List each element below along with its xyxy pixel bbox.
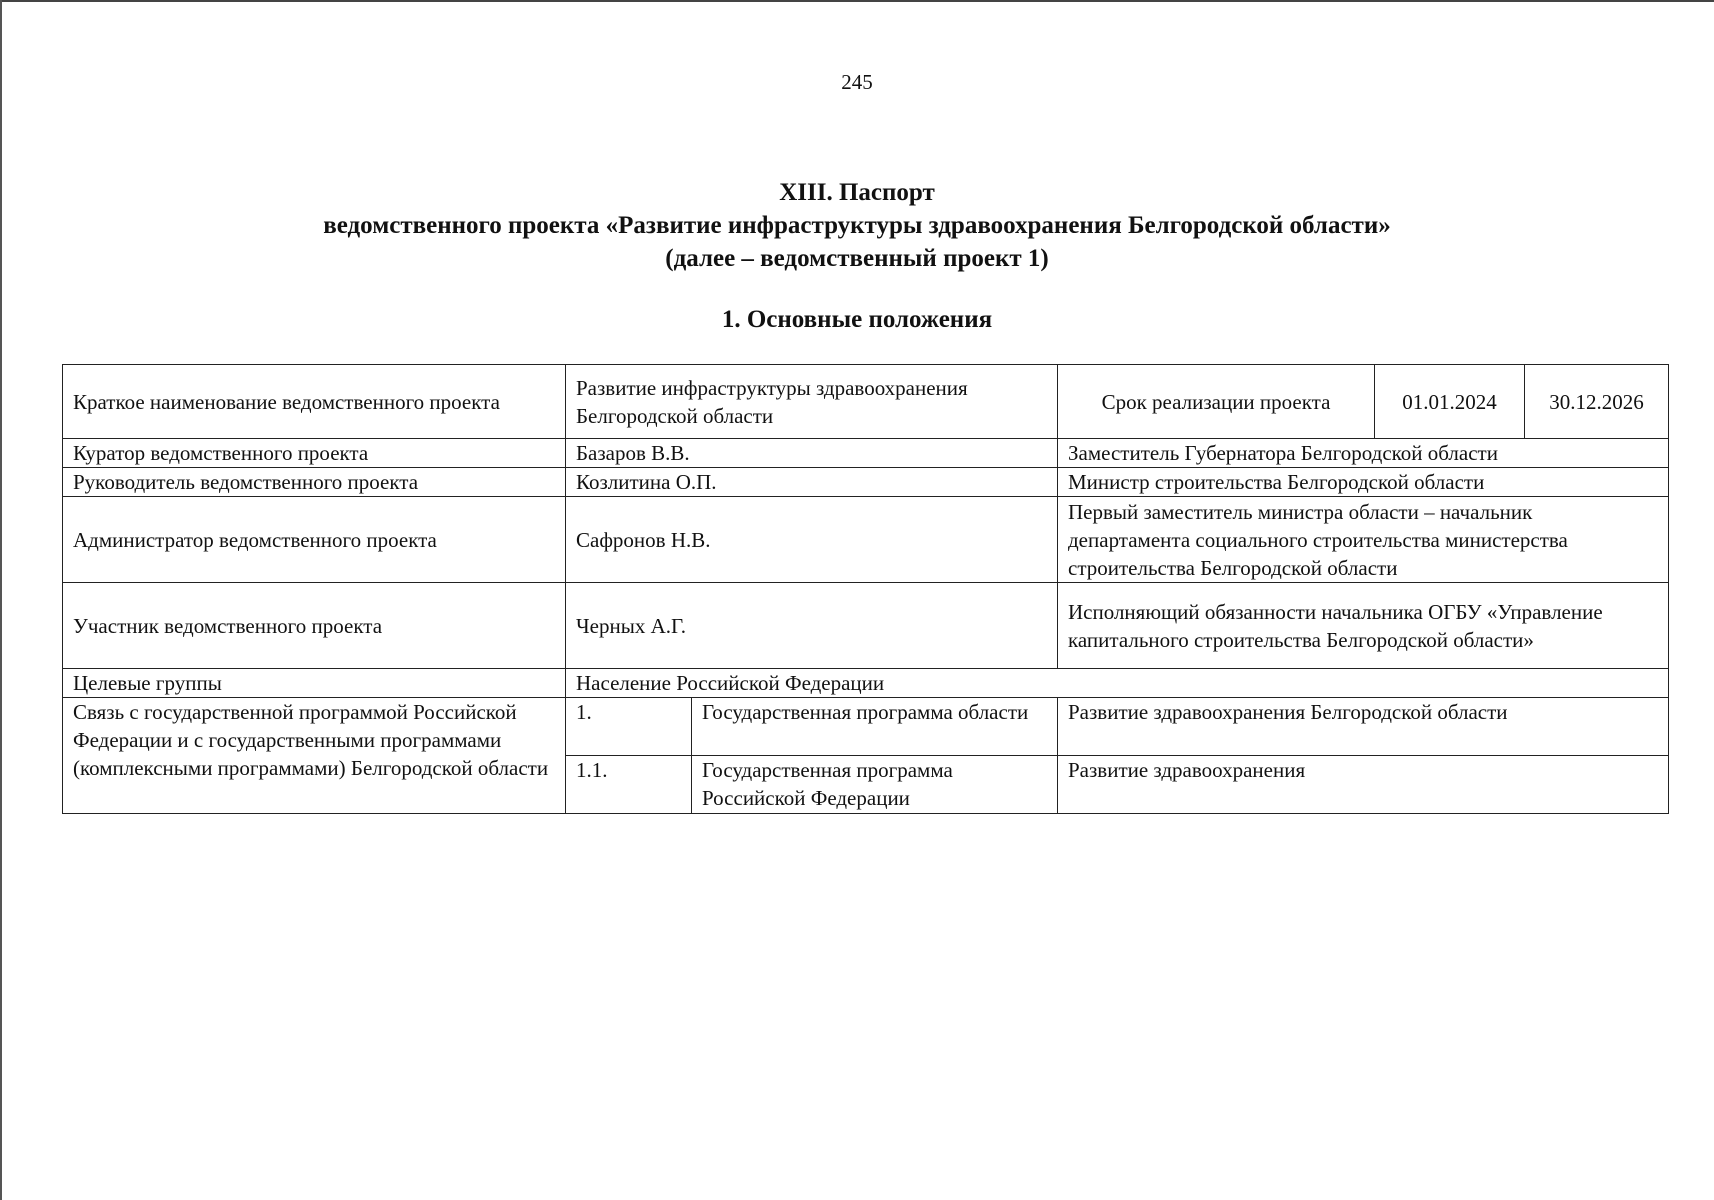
program-type: Государственная программа Российской Федерации: [692, 756, 1058, 814]
title-line-3: (далее – ведомственный проект 1): [665, 245, 1049, 272]
table-row: [63, 698, 1669, 756]
end-date: 30.12.2026: [1525, 365, 1669, 439]
term-label: Срок реализации проекта: [1058, 365, 1375, 439]
table-row: [63, 669, 1669, 698]
title-line-2: ведомственного проекта «Развитие инфраструктуры здравоохранения Белгородской области»: [323, 212, 1391, 239]
program-number: 1.1.: [566, 756, 692, 814]
participant-name: Черных А.Г.: [566, 583, 1058, 669]
short-name-label: Краткое наименование ведомственного проекта: [63, 365, 566, 439]
start-date: 01.01.2024: [1375, 365, 1525, 439]
program-number: 1.: [566, 698, 692, 756]
table-row: [63, 497, 1669, 583]
participant-label: Участник ведомственного проекта: [63, 583, 566, 669]
program-name: Развитие здравоохранения: [1058, 756, 1669, 814]
short-name-value: Развитие инфраструктуры здравоохранения Белгородской области: [566, 365, 1058, 439]
passport-table: [62, 364, 1669, 814]
table-row: [63, 468, 1669, 497]
curator-position: Заместитель Губернатора Белгородской области: [1058, 439, 1669, 468]
section-heading: 1. Основные положения: [721, 306, 993, 333]
scan-top-border: [0, 0, 1714, 2]
program-type: Государственная программа области: [692, 698, 1058, 756]
title-line-1: XIII. Паспорт: [779, 179, 935, 206]
curator-label: Куратор ведомственного проекта: [63, 439, 566, 468]
admin-position: Первый заместитель министра области – начальник департамента социального строительства министерства строительства Белгородской области: [1058, 497, 1669, 583]
admin-label: Администратор ведомственного проекта: [63, 497, 566, 583]
target-groups-value: Население Российской Федерации: [566, 669, 1669, 698]
program-name: Развитие здравоохранения Белгородской области: [1058, 698, 1669, 756]
admin-name: Сафронов Н.В.: [566, 497, 1058, 583]
head-label: Руководитель ведомственного проекта: [63, 468, 566, 497]
table-row: [63, 365, 1669, 439]
page-number: 245: [841, 70, 873, 94]
head-name: Козлитина О.П.: [566, 468, 1058, 497]
program-link-label: Связь с государственной программой Российской Федерации и с государственными программами (комплексными программами) Белгородской области: [63, 698, 566, 814]
participant-position: Исполняющий обязанности начальника ОГБУ «Управление капитального строительства Белгородской области»: [1058, 583, 1669, 669]
target-groups-label: Целевые группы: [63, 669, 566, 698]
table-row: [63, 439, 1669, 468]
head-position: Министр строительства Белгородской области: [1058, 468, 1669, 497]
table-row: [63, 583, 1669, 669]
curator-name: Базаров В.В.: [566, 439, 1058, 468]
